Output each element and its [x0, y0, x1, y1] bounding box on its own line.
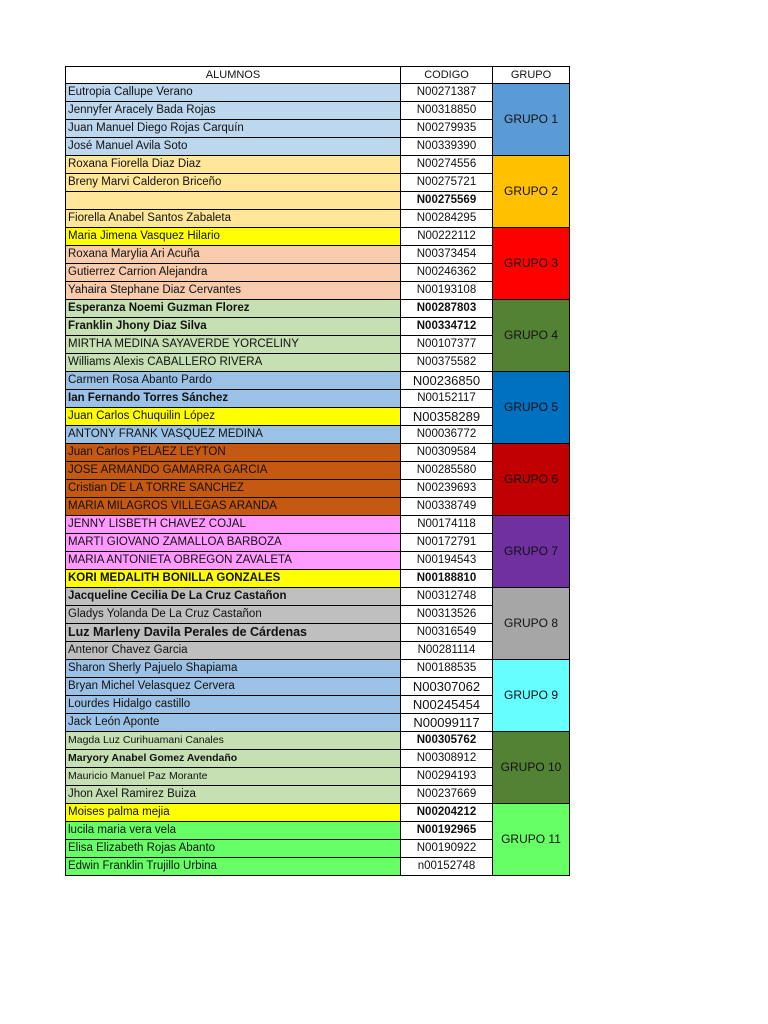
header-codigo: CODIGO — [401, 67, 493, 84]
student-name: José Manuel Avila Soto — [66, 138, 401, 156]
group-label: GRUPO 3 — [493, 228, 570, 300]
table-row — [66, 300, 570, 318]
student-code: N00284295 — [401, 210, 493, 228]
student-name: Eutropia Callupe Verano — [66, 84, 401, 102]
table-row — [66, 156, 570, 174]
student-name: ANTONY FRANK VASQUEZ MEDINA — [66, 426, 401, 444]
student-code: N00312748 — [401, 588, 493, 606]
group-label: GRUPO 10 — [493, 732, 570, 804]
table-row — [66, 372, 570, 390]
group-label: GRUPO 9 — [493, 660, 570, 732]
student-name: Maryory Anabel Gomez Avendaño — [66, 750, 401, 768]
student-code: N00307062 — [401, 678, 493, 696]
student-code: N00188810 — [401, 570, 493, 588]
student-name: Jacqueline Cecilia De La Cruz Castañon — [66, 588, 401, 606]
student-code: N00375582 — [401, 354, 493, 372]
student-code: N00287803 — [401, 300, 493, 318]
student-name: Edwin Franklin Trujillo Urbina — [66, 858, 401, 876]
student-code: N00193108 — [401, 282, 493, 300]
student-code: N00309584 — [401, 444, 493, 462]
group-label: GRUPO 1 — [493, 84, 570, 156]
student-name: Lourdes Hidalgo castillo — [66, 696, 401, 714]
student-code: N00174118 — [401, 516, 493, 534]
student-name: Luz Marleny Davila Perales de Cárdenas — [66, 624, 401, 642]
student-name: KORI MEDALITH BONILLA GONZALES — [66, 570, 401, 588]
table-row — [66, 588, 570, 606]
student-code: N00313526 — [401, 606, 493, 624]
table-row — [66, 660, 570, 678]
group-label: GRUPO 2 — [493, 156, 570, 228]
student-code: n00152748 — [401, 858, 493, 876]
student-code: N00245454 — [401, 696, 493, 714]
student-name: Cristian DE LA TORRE SANCHEZ — [66, 480, 401, 498]
student-name: Roxana Marylia Ari Acuña — [66, 246, 401, 264]
student-name: MARIA ANTONIETA OBREGON ZAVALETA — [66, 552, 401, 570]
student-code: N00338749 — [401, 498, 493, 516]
student-name: Mauricio Manuel Paz Morante — [66, 768, 401, 786]
student-code: N00188535 — [401, 660, 493, 678]
student-code: N00316549 — [401, 624, 493, 642]
table-row — [66, 804, 570, 822]
student-code: N00239693 — [401, 480, 493, 498]
student-name: Bryan Michel Velasquez Cervera — [66, 678, 401, 696]
student-name: Williams Alexis CABALLERO RIVERA — [66, 354, 401, 372]
table-row — [66, 444, 570, 462]
student-name: Magda Luz Curihuamani Canales — [66, 732, 401, 750]
group-label: GRUPO 8 — [493, 588, 570, 660]
header-alumnos: ALUMNOS — [66, 67, 401, 84]
student-name: Fiorella Anabel Santos Zabaleta — [66, 210, 401, 228]
student-name: Carmen Rosa Abanto Pardo — [66, 372, 401, 390]
group-label: GRUPO 11 — [493, 804, 570, 876]
student-name: Roxana Fiorella Diaz Diaz — [66, 156, 401, 174]
table-row — [66, 732, 570, 750]
student-code: N00373454 — [401, 246, 493, 264]
student-code: N00318850 — [401, 102, 493, 120]
student-name: Juan Manuel Diego Rojas Carquín — [66, 120, 401, 138]
table-row — [66, 228, 570, 246]
student-code: N00246362 — [401, 264, 493, 282]
student-name: Sharon Sherly Pajuelo Shapiama — [66, 660, 401, 678]
student-code: N00305762 — [401, 732, 493, 750]
student-code: N00275721 — [401, 174, 493, 192]
student-code: N00275569 — [401, 192, 493, 210]
student-code: N00236850 — [401, 372, 493, 390]
student-name — [66, 192, 401, 210]
student-name: JENNY LISBETH CHAVEZ COJAL — [66, 516, 401, 534]
student-code: N00274556 — [401, 156, 493, 174]
student-name: Jhon Axel Ramirez Buiza — [66, 786, 401, 804]
student-group-table — [65, 66, 570, 876]
group-label: GRUPO 6 — [493, 444, 570, 516]
student-code: N00294193 — [401, 768, 493, 786]
student-code: N00271387 — [401, 84, 493, 102]
student-name: JOSE ARMANDO GAMARRA GARCIA — [66, 462, 401, 480]
student-name: Yahaira Stephane Diaz Cervantes — [66, 282, 401, 300]
student-code: N00194543 — [401, 552, 493, 570]
student-code: N00192965 — [401, 822, 493, 840]
student-name: Antenor Chavez Garcia — [66, 642, 401, 660]
student-code: N00308912 — [401, 750, 493, 768]
student-code: N00152117 — [401, 390, 493, 408]
student-name: Elisa Elizabeth Rojas Abanto — [66, 840, 401, 858]
group-label: GRUPO 7 — [493, 516, 570, 588]
table-row — [66, 516, 570, 534]
group-label: GRUPO 4 — [493, 300, 570, 372]
student-name: Breny Marvi Calderon Briceño — [66, 174, 401, 192]
student-name: Juan Carlos Chuquilin López — [66, 408, 401, 426]
student-name: Ian Fernando Torres Sánchez — [66, 390, 401, 408]
header-grupo: GRUPO — [493, 67, 570, 84]
student-name: lucila maria vera vela — [66, 822, 401, 840]
student-name: Gutierrez Carrion Alejandra — [66, 264, 401, 282]
student-name: Maria Jimena Vasquez Hilario — [66, 228, 401, 246]
student-code: N00222112 — [401, 228, 493, 246]
group-label: GRUPO 5 — [493, 372, 570, 444]
student-name: MIRTHA MEDINA SAYAVERDE YORCELINY — [66, 336, 401, 354]
table-row — [66, 84, 570, 102]
student-code: N00279935 — [401, 120, 493, 138]
student-name: Juan Carlos PELAEZ LEYTON — [66, 444, 401, 462]
student-code: N00358289 — [401, 408, 493, 426]
student-name: Jack León Aponte — [66, 714, 401, 732]
table-body — [66, 84, 570, 876]
student-code: N00237669 — [401, 786, 493, 804]
student-code: N00204212 — [401, 804, 493, 822]
student-code: N00281114 — [401, 642, 493, 660]
header-row — [66, 67, 570, 84]
student-code: N00339390 — [401, 138, 493, 156]
student-name: Jennyfer Aracely Bada Rojas — [66, 102, 401, 120]
student-name: Franklin Jhony Diaz Silva — [66, 318, 401, 336]
student-code: N00190922 — [401, 840, 493, 858]
student-code: N00036772 — [401, 426, 493, 444]
student-code: N00107377 — [401, 336, 493, 354]
student-code: N00172791 — [401, 534, 493, 552]
student-name: Moises palma mejia — [66, 804, 401, 822]
student-name: Gladys Yolanda De La Cruz Castañon — [66, 606, 401, 624]
student-code: N00334712 — [401, 318, 493, 336]
student-name: MARTI GIOVANO ZAMALLOA BARBOZA — [66, 534, 401, 552]
student-name: MARIA MILAGROS VILLEGAS ARANDA — [66, 498, 401, 516]
student-name: Esperanza Noemi Guzman Florez — [66, 300, 401, 318]
student-code: N00285580 — [401, 462, 493, 480]
student-code: N00099117 — [401, 714, 493, 732]
